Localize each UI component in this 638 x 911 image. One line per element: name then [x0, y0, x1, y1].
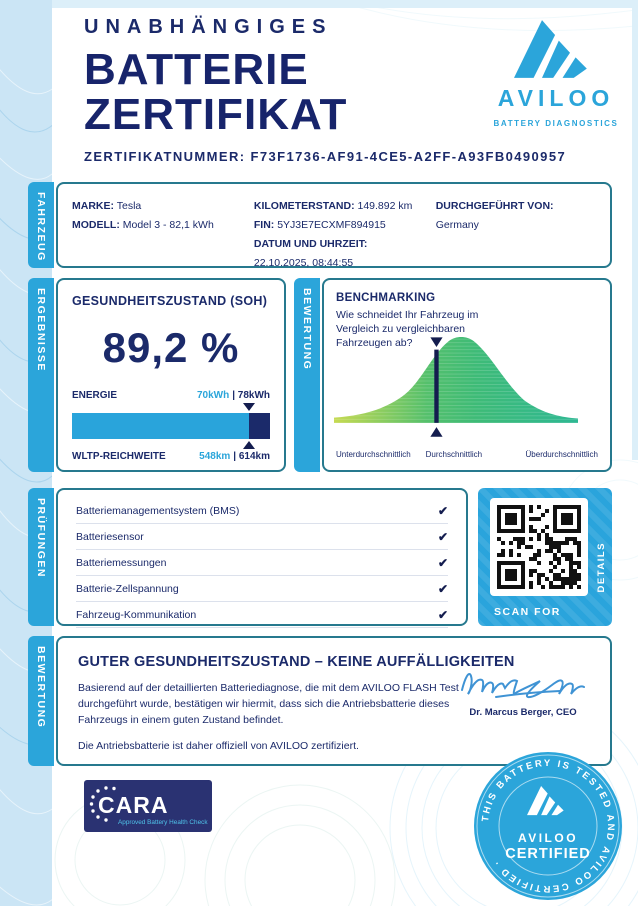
qr-code [490, 498, 588, 596]
cara-wordmark: CARA [98, 792, 169, 818]
energy-current-value: 70kWh [196, 390, 230, 401]
benchmark-question: Wie schneidet Ihr Fahrzeug im Vergleich zu vergleichbaren Fahrzeugen ab? [336, 309, 479, 350]
soh-label: GESUNDHEITSZUSTAND (SOH) [72, 294, 268, 308]
check-icon: ✔ [437, 555, 448, 570]
certified-stamp-image [472, 750, 624, 902]
check-label: Batterie-Zellspannung [76, 582, 179, 595]
field-kilometerstand [254, 197, 436, 216]
vehicle-panel [56, 182, 612, 268]
check-row-sensor [76, 524, 448, 550]
benchmark-title: BENCHMARKING [336, 292, 436, 304]
checklist-panel [56, 488, 468, 626]
tab-fahrzeug [28, 182, 54, 268]
check-row-messungen [76, 550, 448, 576]
tab-ergebnisse-label: ERGEBNISSE [35, 288, 47, 372]
header-kicker: UNABHÄNGIGES [84, 16, 333, 38]
check-label: Batteriemanagementsystem (BMS) [76, 504, 240, 517]
qr-block [478, 488, 612, 626]
axis-label-durchschnittlich: Durchschnittlich [425, 450, 483, 459]
bar-marker-top-icon [243, 403, 255, 411]
qr-scan-for-label: SCAN FOR [494, 606, 561, 618]
wltp-values [199, 451, 270, 462]
field-modell-label: MODELL: [72, 219, 120, 231]
aviloo-brand [486, 20, 626, 128]
field-marke-value: Tesla [116, 200, 142, 212]
check-row-zellspannung [76, 576, 448, 602]
certificate-number-value: F73F1736-AF91-4CE5-A2FF-A93FB0490957 [250, 149, 567, 164]
field-marke [72, 197, 254, 216]
energy-bar-fill [72, 413, 249, 439]
certificate-number [84, 149, 566, 164]
tab-pruefungen [28, 488, 54, 626]
check-row-kommunikation [76, 602, 448, 628]
cara-badge-image [84, 780, 212, 832]
certified-stamp [472, 750, 624, 907]
signature-block [452, 654, 594, 718]
signatory-name: Dr. Marcus Berger, CEO [469, 707, 577, 718]
axis-label-unterdurchschnittlich: Unterdurchschnittlich [336, 450, 411, 459]
axis-label-ueberdurchschnittlich: Überdurchschnittlich [525, 450, 598, 459]
aviloo-logo-icon [514, 20, 598, 78]
check-label: Fahrzeug-Kommunikation [76, 608, 197, 621]
certificate-number-label: ZERTIFIKATNUMMER: [84, 149, 246, 164]
tab-bewertung-chart [294, 278, 320, 472]
benchmark-panel [322, 278, 612, 472]
summary-panel [56, 636, 612, 766]
tab-bewertung-summary-label: BEWERTUNG [35, 646, 47, 729]
summary-heading: GUTER GESUNDHEITSZUSTAND – KEINE AUFFÄLLIGKEITEN [78, 654, 515, 670]
field-modell [72, 216, 254, 235]
field-datum-label: DATUM UND UHRZEIT: [253, 238, 368, 250]
bar-marker-bottom-icon [243, 441, 255, 449]
tab-pruefungen-label: PRÜFUNGEN [35, 498, 47, 579]
field-durchgefuehrt-value: Germany [435, 219, 479, 231]
vehicle-col-3 [436, 197, 596, 253]
brand-tagline: BATTERY DIAGNOSTICS [493, 119, 619, 128]
page-title-line2: ZERTIFIKAT [84, 90, 348, 139]
vehicle-col-1 [72, 197, 254, 253]
soh-panel [56, 278, 286, 472]
field-durchgefuehrt-label: DURCHGEFÜHRT VON: [435, 200, 554, 212]
top-border-strip [0, 0, 638, 8]
tab-ergebnisse [28, 278, 54, 472]
page-title-line1: BATTERIE [84, 45, 309, 94]
signature-image [456, 654, 590, 700]
check-label: Batteriemessungen [76, 556, 167, 569]
battery-capacity-bar [72, 413, 270, 439]
qr-code-image [490, 498, 588, 596]
qr-details-label: DETAILS [596, 541, 607, 592]
field-durchgefuehrt [436, 197, 596, 235]
energy-label: ENERGIE [72, 390, 118, 401]
energy-row [72, 390, 270, 401]
field-modell-value: Model 3 - 82,1 kWh [122, 219, 214, 231]
wltp-current-value: 548km [199, 451, 231, 462]
field-kilometerstand-label: KILOMETERSTAND: [253, 200, 355, 212]
field-fin-value: 5YJ3E7ECXMF894915 [277, 219, 386, 231]
field-fin [254, 216, 436, 235]
cara-badge [84, 780, 212, 837]
energy-max-value: | 78kWh [232, 390, 270, 401]
check-icon: ✔ [437, 529, 448, 544]
stamp-ring-text: THIS BATTERY IS TESTED AND AVILOO CERTIFIED · [480, 757, 617, 895]
check-row-bms [76, 498, 448, 524]
cara-tagline: Approved Battery Health Check [118, 819, 208, 826]
benchmark-axis-labels [336, 450, 598, 462]
vehicle-col-2 [253, 197, 436, 269]
wltp-max-value: | 614km [233, 451, 270, 462]
field-marke-label: MARKE: [72, 200, 114, 212]
tab-bewertung-summary [28, 636, 54, 766]
stamp-certified-text: CERTIFIED [505, 846, 591, 862]
stamp-brand-text: AVILOO [517, 831, 579, 845]
energy-values [197, 390, 270, 401]
check-label: Batteriesensor [76, 530, 144, 543]
wltp-label: WLTP-REICHWEITE [72, 451, 166, 462]
summary-paragraph-2: Die Antriebsbatterie ist daher offiziell von AVILOO zertifiziert. [78, 740, 359, 753]
right-border-strip [632, 0, 638, 460]
check-icon: ✔ [437, 607, 448, 622]
field-kilometerstand-value: 149.892 km [357, 200, 413, 212]
tab-bewertung-chart-label: BEWERTUNG [301, 288, 313, 371]
brand-wordmark: AVILOO [497, 85, 615, 111]
check-icon: ✔ [437, 581, 448, 596]
summary-paragraph-1: Basierend auf der detaillierten Batteriediagnose, die mit dem AVILOO FLASH Test durchgeführt wurde, bestätigen wir hiermit, dass sich die Antriebsbatterie dieses Fahrzeugs in einem guten Zustand befindet. [78, 682, 459, 726]
tab-fahrzeug-label: FAHRZEUG [35, 192, 47, 262]
field-fin-label: FIN: [253, 219, 275, 231]
field-datum-value: 22.10.2025, 08:44:55 [253, 257, 354, 269]
check-icon: ✔ [437, 503, 448, 518]
soh-value: 89,2 % [102, 324, 240, 371]
wltp-row [72, 451, 270, 462]
field-datum [254, 235, 436, 254]
